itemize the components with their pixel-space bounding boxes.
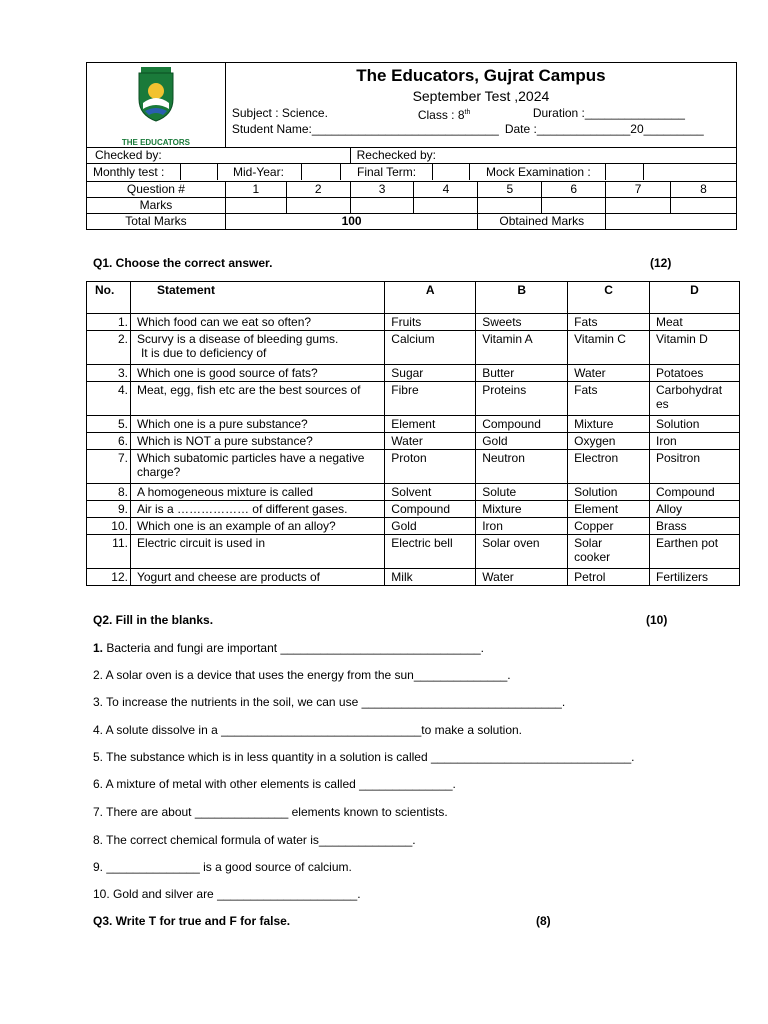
mcq-number: 8.: [87, 484, 131, 501]
mcq-header-row: [87, 282, 740, 314]
mcq-option-b: Compound: [476, 416, 568, 433]
final-term-label: Final Term:: [357, 165, 417, 179]
header-table: [86, 62, 737, 230]
mcq-row: [87, 450, 740, 484]
mcq-option-d: Iron: [650, 433, 740, 450]
fill-blank-item[interactable]: 2. A solar oven is a device that uses the energy from the sun______________.: [93, 668, 511, 682]
mcq-statement: Which subatomic particles have a negative charge?: [130, 450, 384, 484]
mock-exam-label: Mock Examination :: [486, 165, 591, 179]
mcq-row: [87, 382, 740, 416]
mcq-option-a: Sugar: [385, 365, 476, 382]
mcq-option-d: Carbohydrat es: [650, 382, 740, 416]
mcq-option-c: Petrol: [568, 569, 650, 586]
total-marks-value: 100: [225, 214, 478, 230]
class-label: Class : 8th: [417, 108, 471, 122]
mcq-option-b: Neutron: [476, 450, 568, 484]
total-marks-label: Total Marks: [87, 214, 226, 230]
fill-blank-item[interactable]: 8. The correct chemical formula of water is______________.: [93, 833, 416, 847]
mcq-option-d: Positron: [650, 450, 740, 484]
mid-year-box[interactable]: [301, 163, 341, 180]
fill-blank-item[interactable]: 1. Bacteria and fungi are important ______________________________.: [93, 641, 484, 655]
mcq-option-a: Solvent: [385, 484, 476, 501]
mcq-option-c: Fats: [568, 382, 650, 416]
mid-year-label: Mid-Year:: [233, 165, 284, 179]
mcq-statement: Which food can we eat so often?: [130, 314, 384, 331]
obtained-marks-label: Obtained Marks: [478, 214, 606, 230]
subject-label: Subject : Science.: [231, 106, 328, 120]
question-3: 3: [350, 182, 414, 198]
fill-blank-item[interactable]: 10. Gold and silver are _____________________.: [93, 887, 361, 901]
mcq-number: 6.: [87, 433, 131, 450]
mcq-row: [87, 518, 740, 535]
mcq-option-a: Proton: [385, 450, 476, 484]
header-info-cell: [225, 63, 736, 148]
mcq-number: 1.: [87, 314, 131, 331]
col-d: D: [650, 282, 740, 314]
question-1: 1: [225, 182, 286, 198]
question-no-label: Question #: [87, 182, 226, 198]
marks-3[interactable]: [350, 198, 414, 214]
mcq-number: 12.: [87, 569, 131, 586]
logo-cell: [87, 63, 226, 148]
mcq-option-b: Iron: [476, 518, 568, 535]
mcq-row: [87, 416, 740, 433]
mcq-row: [87, 331, 740, 365]
mcq-option-c: Electron: [568, 450, 650, 484]
duration-field[interactable]: Duration :_______________: [532, 106, 685, 120]
marks-6[interactable]: [542, 198, 606, 214]
mcq-option-b: Sweets: [476, 314, 568, 331]
mcq-option-a: Compound: [385, 501, 476, 518]
col-a: A: [385, 282, 476, 314]
marks-8[interactable]: [671, 198, 737, 214]
monthly-test-label: Monthly test :: [93, 165, 165, 179]
date-field[interactable]: Date :______________20_________: [504, 122, 704, 136]
mcq-option-b: Vitamin A: [476, 331, 568, 365]
mcq-option-c: Copper: [568, 518, 650, 535]
mcq-option-a: Milk: [385, 569, 476, 586]
mcq-option-d: Meat: [650, 314, 740, 331]
mcq-number: 7.: [87, 450, 131, 484]
mcq-option-b: Butter: [476, 365, 568, 382]
mcq-option-a: Gold: [385, 518, 476, 535]
logo-text: THE EDUCATORS: [121, 138, 190, 147]
mcq-number: 5.: [87, 416, 131, 433]
q1-title: Q1. Choose the correct answer.: [93, 256, 273, 270]
school-name: The Educators, Gujrat Campus: [356, 66, 606, 85]
mcq-number: 9.: [87, 501, 131, 518]
marks-7[interactable]: [606, 198, 671, 214]
marks-1[interactable]: [225, 198, 286, 214]
marks-2[interactable]: [286, 198, 350, 214]
mcq-option-a: Electric bell: [385, 535, 476, 569]
mcq-number: 10.: [87, 518, 131, 535]
mcq-row: [87, 484, 740, 501]
mcq-row: [87, 569, 740, 586]
mcq-statement: Scurvy is a disease of bleeding gums. It is due to deficiency of: [130, 331, 384, 365]
col-b: B: [476, 282, 568, 314]
mcq-option-a: Fibre: [385, 382, 476, 416]
mcq-statement: A homogeneous mixture is called: [130, 484, 384, 501]
mcq-option-a: Water: [385, 433, 476, 450]
mcq-option-c: Oxygen: [568, 433, 650, 450]
mcq-row: [87, 365, 740, 382]
mcq-option-d: Earthen pot: [650, 535, 740, 569]
question-6: 6: [542, 182, 606, 198]
question-4: 4: [414, 182, 478, 198]
mcq-option-d: Brass: [650, 518, 740, 535]
mcq-number: 4.: [87, 382, 131, 416]
checked-by: Checked by:: [87, 148, 351, 164]
mcq-statement: Electric circuit is used in: [130, 535, 384, 569]
col-c: C: [568, 282, 650, 314]
mcq-statement: Which one is an example of an alloy?: [130, 518, 384, 535]
mock-exam-box[interactable]: [605, 163, 644, 180]
q3-title: Q3. Write T for true and F for false.: [93, 914, 291, 928]
col-statement: Statement: [130, 282, 384, 314]
mcq-option-d: Potatoes: [650, 365, 740, 382]
mcq-option-d: Solution: [650, 416, 740, 433]
question-7: 7: [606, 182, 671, 198]
mcq-statement: Which one is good source of fats?: [130, 365, 384, 382]
mcq-option-b: Mixture: [476, 501, 568, 518]
mcq-row: [87, 314, 740, 331]
mcq-table: [86, 281, 740, 586]
question-8: 8: [671, 182, 737, 198]
school-logo: [121, 63, 191, 135]
rechecked-by: Rechecked by:: [350, 148, 736, 164]
student-name-field[interactable]: Student Name:____________________________: [231, 122, 499, 136]
exam-type-row: [87, 164, 737, 182]
mcq-statement: Meat, egg, fish etc are the best sources of: [130, 382, 384, 416]
mcq-option-d: Vitamin D: [650, 331, 740, 365]
mcq-option-a: Fruits: [385, 314, 476, 331]
mcq-option-b: Proteins: [476, 382, 568, 416]
mcq-statement: Which one is a pure substance?: [130, 416, 384, 433]
mcq-option-b: Water: [476, 569, 568, 586]
mcq-option-d: Fertilizers: [650, 569, 740, 586]
mcq-option-c: Element: [568, 501, 650, 518]
test-title: September Test ,2024: [412, 88, 550, 104]
question-5: 5: [478, 182, 542, 198]
mcq-option-b: Gold: [476, 433, 568, 450]
mcq-option-c: Vitamin C: [568, 331, 650, 365]
mcq-option-c: Mixture: [568, 416, 650, 433]
col-no: No.: [87, 282, 131, 314]
obtained-marks-value[interactable]: [606, 214, 737, 230]
marks-4[interactable]: [414, 198, 478, 214]
final-term-box[interactable]: [432, 163, 470, 180]
mcq-option-b: Solute: [476, 484, 568, 501]
fill-blank-item[interactable]: 9. ______________ is a good source of calcium.: [93, 860, 352, 874]
marks-5[interactable]: [478, 198, 542, 214]
mcq-option-c: Fats: [568, 314, 650, 331]
fill-blank-item[interactable]: 5. The substance which is in less quantity in a solution is called ______________________________.: [93, 750, 635, 764]
q1-marks: (12): [650, 256, 672, 270]
mcq-row: [87, 501, 740, 518]
monthly-test-box[interactable]: [180, 163, 218, 180]
mcq-statement: Air is a ……………… of different gases.: [130, 501, 384, 518]
mcq-option-a: Element: [385, 416, 476, 433]
mcq-option-c: Solution: [568, 484, 650, 501]
mcq-row: [87, 433, 740, 450]
fill-blank-item[interactable]: 6. A mixture of metal with other elements is called ______________.: [93, 777, 456, 791]
q2-marks: (10): [646, 613, 668, 627]
mcq-option-d: Compound: [650, 484, 740, 501]
fill-blank-item[interactable]: 4. A solute dissolve in a ______________________________to make a solution.: [93, 723, 523, 737]
mcq-number: 11.: [87, 535, 131, 569]
question-2: 2: [286, 182, 350, 198]
mcq-option-b: Solar oven: [476, 535, 568, 569]
mcq-number: 2.: [87, 331, 131, 365]
mcq-option-a: Calcium: [385, 331, 476, 365]
q2-title: Q2. Fill in the blanks.: [93, 613, 214, 627]
mcq-option-d: Alloy: [650, 501, 740, 518]
mcq-option-c: Solar cooker: [568, 535, 650, 569]
mcq-option-c: Water: [568, 365, 650, 382]
mcq-statement: Which is NOT a pure substance?: [130, 433, 384, 450]
fill-blank-item[interactable]: 3. To increase the nutrients in the soil, we can use ______________________________.: [93, 695, 566, 709]
mcq-number: 3.: [87, 365, 131, 382]
mcq-statement: Yogurt and cheese are products of: [130, 569, 384, 586]
q3-marks: (8): [536, 914, 551, 928]
marks-label: Marks: [87, 198, 226, 214]
fill-blank-item[interactable]: 7. There are about ______________ elements known to scientists.: [93, 805, 448, 819]
mcq-row: [87, 535, 740, 569]
